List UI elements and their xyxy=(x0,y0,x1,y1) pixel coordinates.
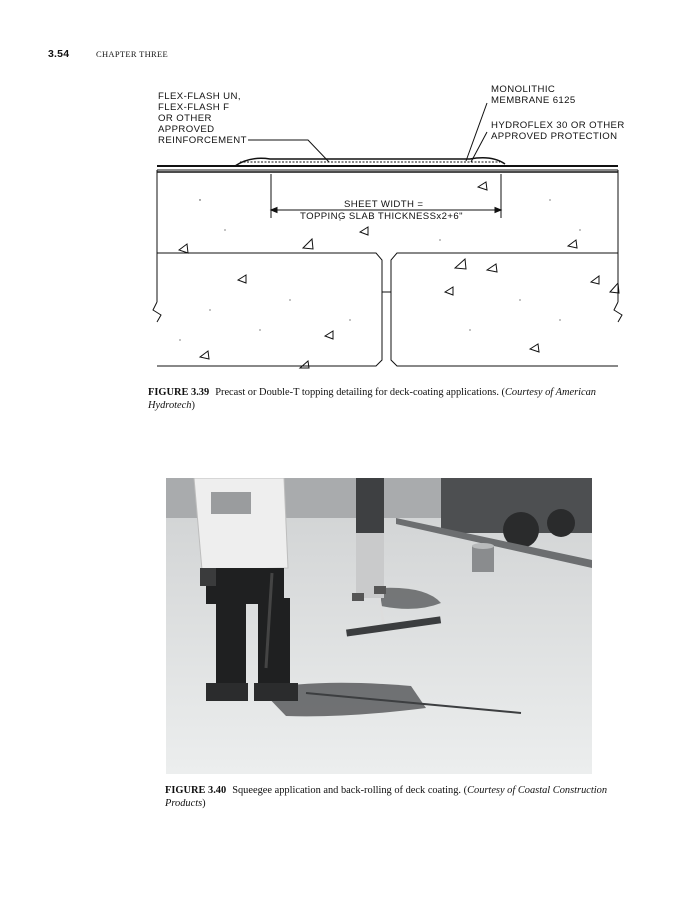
caption-text-340: Squeegee application and back-rolling of deck coating. ( xyxy=(232,785,468,796)
caption-text-339: Precast or Double-T topping detailing for deck-coating applications. ( xyxy=(215,387,505,398)
figure-caption-339 xyxy=(148,386,624,412)
caption-end-340: ) xyxy=(202,798,206,809)
label-reinforcement-line-1: FLEX-FLASH UN, xyxy=(158,91,241,102)
label-reinforcement-line-4: APPROVED xyxy=(158,124,215,135)
deck-coating-photo xyxy=(166,478,592,774)
figure-label-340: FIGURE 3.40 xyxy=(165,785,227,796)
label-sheet-width: SHEET WIDTH = xyxy=(344,199,424,210)
label-sheet-width-formula: TOPPING SLAB THICKNESSx2+6" xyxy=(300,211,463,222)
label-protection-line-2: APPROVED PROTECTION xyxy=(491,131,618,142)
label-membrane-line-1: MONOLITHIC xyxy=(491,84,556,95)
figure-label-339: FIGURE 3.39 xyxy=(148,387,210,398)
label-protection-line-1: HYDROFLEX 30 OR OTHER xyxy=(491,120,625,131)
caption-credit-339: Courtesy of American Hydrotech xyxy=(148,387,597,411)
page-number: 3.54 xyxy=(48,48,70,60)
chapter-title: CHAPTER THREE xyxy=(96,49,168,59)
label-reinforcement-line-5: REINFORCEMENT xyxy=(158,135,247,146)
figure-caption-340 xyxy=(165,784,625,810)
caption-end-339: ) xyxy=(191,400,195,411)
label-reinforcement-line-3: OR OTHER xyxy=(158,113,212,124)
label-membrane-line-2: MEMBRANE 6125 xyxy=(491,95,576,106)
topping-slab-detail-drawing xyxy=(140,70,630,370)
caption-credit-340: Courtesy of Coastal Construction Products xyxy=(165,785,608,809)
label-reinforcement-line-2: FLEX-FLASH F xyxy=(158,102,230,113)
